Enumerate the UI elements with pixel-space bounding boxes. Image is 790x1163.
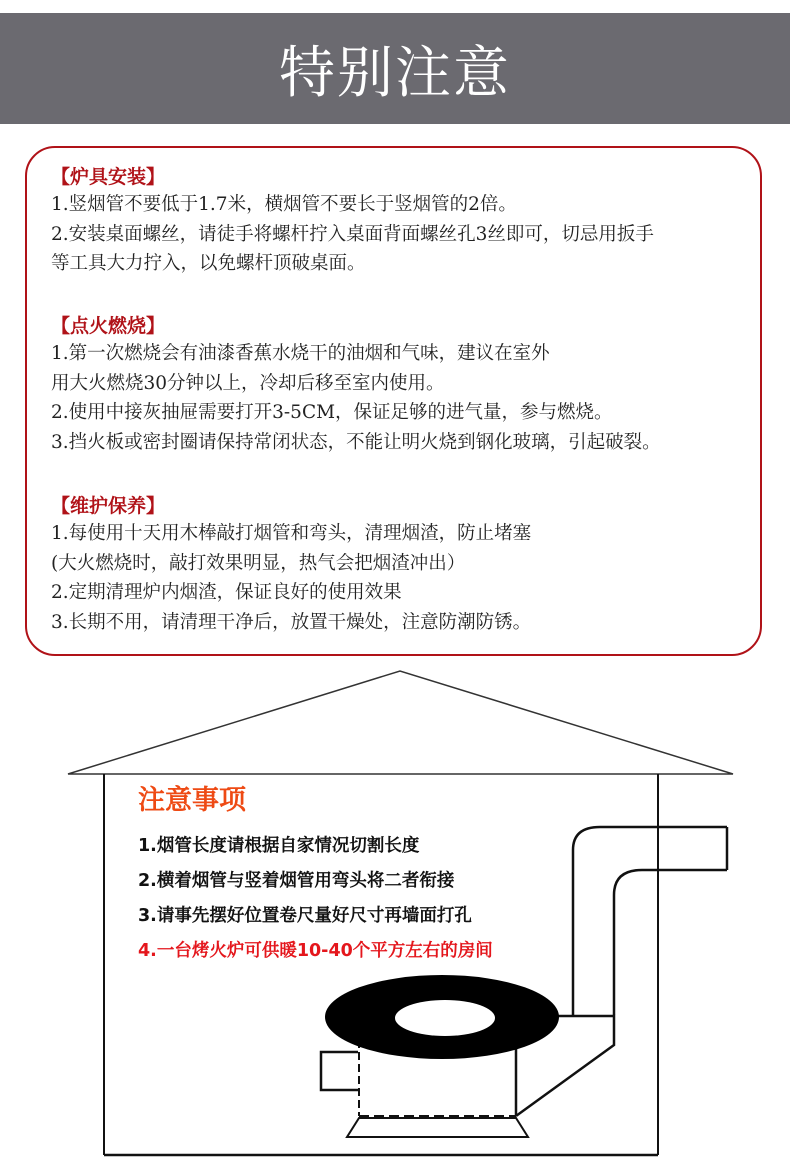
tips-panel (138, 783, 493, 969)
section-line: 2.安装桌面螺丝，请徒手将螺杆拧入桌面背面螺丝孔3丝即可，切忌用扳手 (51, 223, 654, 245)
tip-item: 1.烟管长度请根据自家情况切割长度 (138, 836, 420, 856)
header-banner (0, 13, 790, 124)
section-line: 等工具大力拧入，以免螺杆顶破桌面。 (51, 253, 366, 274)
section-line: 1.每使用十天用木棒敲打烟管和弯头，清理烟渣，防止堵塞 (51, 523, 532, 544)
section-installation (51, 164, 654, 279)
section-ignition (51, 313, 661, 457)
section-line: 1.竖烟管不要低于1.7米，横烟管不要长于竖烟管的2倍。 (51, 194, 517, 215)
notice-box (25, 146, 762, 656)
section-line: (大火燃烧时，敲打效果明显，热气会把烟渣冲出） (51, 552, 466, 574)
page-title: 特别注意 (279, 40, 511, 106)
section-heading: 【炉具安装】 (51, 166, 166, 188)
tip-item: 3.请事先摆好位置卷尺量好尺寸再墙面打孔 (138, 906, 472, 926)
tips-title: 注意事项 (138, 785, 246, 816)
section-line: 2.使用中接灰抽屉需要打开3-5CM，保证足够的进气量，参与燃烧。 (51, 402, 613, 423)
section-line: 3.长期不用，请清理干净后，放置干燥处，注意防潮防锈。 (51, 611, 532, 633)
house-stove-diagram (0, 665, 790, 1163)
section-line: 1.第一次燃烧会有油漆香蕉水烧干的油烟和气味，建议在室外 (51, 343, 550, 364)
section-line: 2.定期清理炉内烟渣，保证良好的使用效果 (51, 582, 402, 603)
section-heading: 【维护保养】 (51, 495, 166, 517)
section-line: 3.挡火板或密封圈请保持常闭状态，不能让明火烧到钢化玻璃，引起破裂。 (51, 431, 661, 453)
section-heading: 【点火燃烧】 (51, 315, 166, 337)
tip-item-highlight: 4.一台烤火炉可供暖10-40个平方左右的房间 (138, 941, 493, 961)
section-line: 用大火燃烧30分钟以上，冷却后移至室内使用。 (51, 372, 445, 394)
tip-item: 2.横着烟管与竖着烟管用弯头将二者衔接 (138, 871, 455, 891)
section-maintenance (51, 493, 531, 637)
